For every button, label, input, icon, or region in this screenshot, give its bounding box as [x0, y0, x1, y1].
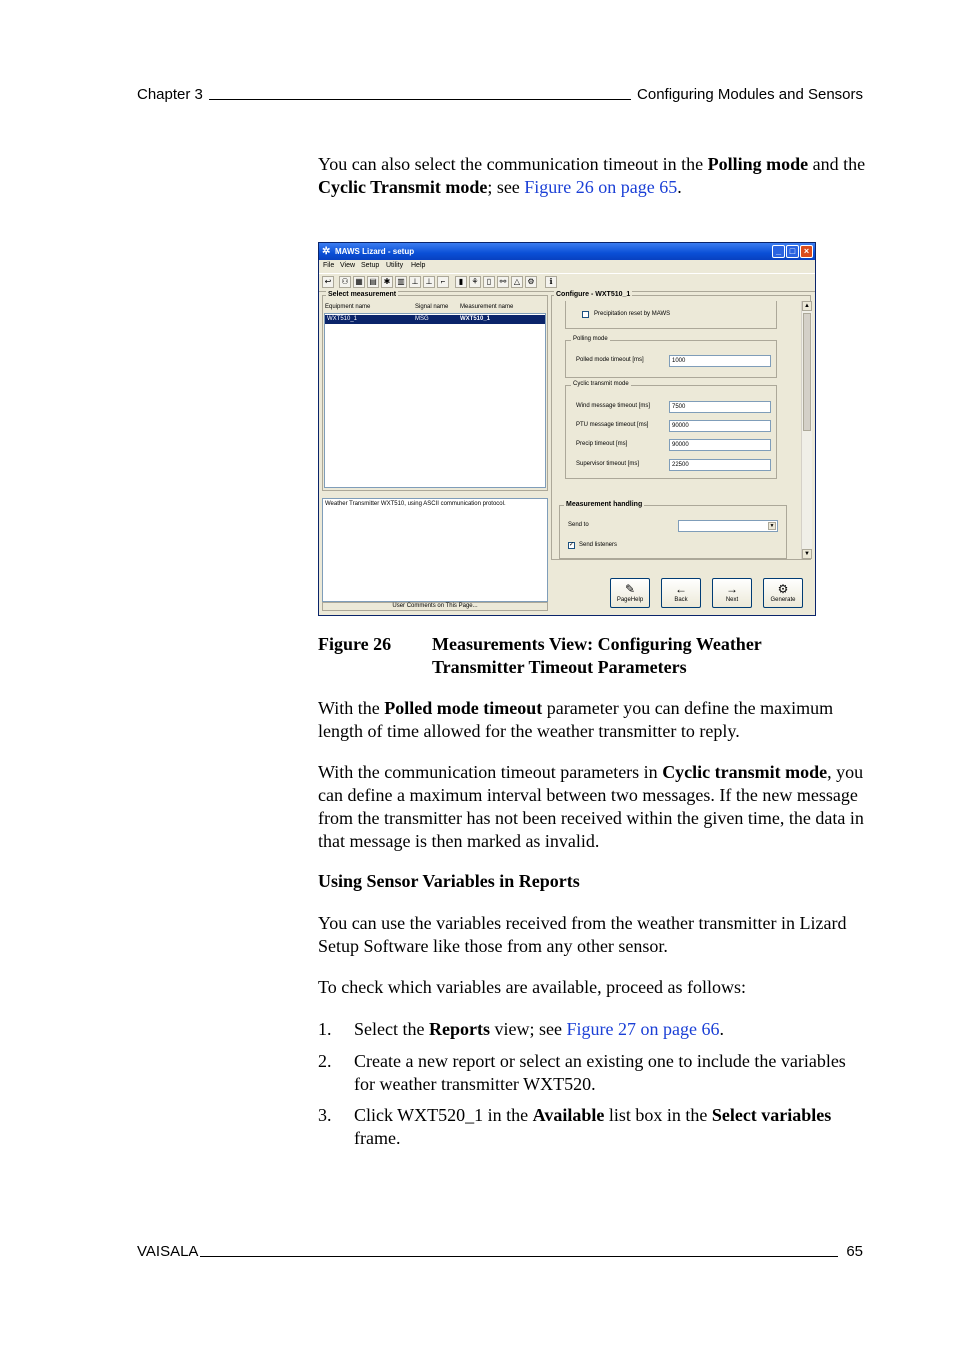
scroll-thumb[interactable]: [803, 313, 811, 431]
ptu-timeout-label: PTU message timeout [ms]: [576, 422, 649, 428]
footer-rule: [200, 1256, 838, 1257]
text: .: [677, 177, 682, 197]
user-comments-button[interactable]: User Comments on This Page...: [322, 602, 548, 611]
scroll-up-icon[interactable]: ▲: [802, 301, 812, 311]
page-footer: [137, 1243, 863, 1260]
wind-timeout-label: Wind message timeout [ms]: [576, 403, 651, 409]
button-label: Next: [725, 597, 739, 603]
cell-measurement: WXT510_1: [460, 316, 491, 322]
polled-timeout-label: Polled mode timeout [ms]: [576, 357, 644, 363]
text: With the: [318, 698, 385, 718]
supervisor-timeout-input[interactable]: 22500: [669, 459, 771, 471]
sensor-icon[interactable]: ✱: [381, 276, 393, 288]
measurement-list[interactable]: [324, 313, 546, 488]
report-icon[interactable]: ▮: [455, 276, 467, 288]
button-label: Generate: [770, 597, 796, 603]
measurement-icon[interactable]: ⊥: [409, 276, 421, 288]
column-header-measurement[interactable]: Measurement name: [460, 304, 514, 310]
calculation-icon[interactable]: ⊥: [423, 276, 435, 288]
step-text: Create a new report or select an existing one to include the variables for weather transmitter WXT520.: [354, 1051, 846, 1094]
text: view; see: [489, 1019, 567, 1039]
figure-link[interactable]: Figure 27 on page 66: [566, 1019, 720, 1039]
next-button[interactable]: [712, 578, 752, 608]
text: With the communication timeout parameters in: [318, 762, 663, 782]
back-button[interactable]: [661, 578, 701, 608]
cell-equipment: WXT510_1: [327, 316, 358, 322]
menu-utility[interactable]: Utility: [386, 262, 404, 269]
bold-term: Reports: [428, 1019, 490, 1039]
menu-bar: [319, 261, 815, 272]
device-icon[interactable]: ▤: [367, 276, 379, 288]
step-number: 1.: [318, 1019, 332, 1039]
column-header-signal[interactable]: Signal name: [415, 304, 449, 310]
toolbar: [319, 273, 815, 292]
minimize-icon[interactable]: _: [772, 245, 785, 258]
scroll-down-icon[interactable]: ▼: [802, 549, 812, 559]
figure-number: Figure 26: [318, 634, 392, 654]
bold-term: Cyclic Transmit mode: [318, 177, 488, 197]
intro-paragraph: [318, 153, 866, 199]
description-text: Weather Transmitter WXT510, using ASCII communication protocol.: [325, 501, 506, 507]
text: Click WXT520_1 in the: [354, 1105, 533, 1125]
precip-reset-checkbox[interactable]: [582, 311, 589, 318]
polled-timeout-paragraph: [318, 697, 866, 743]
section-subheading: Using Sensor Variables in Reports: [318, 871, 580, 891]
bold-term: Polling mode: [707, 154, 809, 174]
link-icon[interactable]: ⚯: [497, 276, 509, 288]
page-header: [137, 86, 863, 103]
send-to-label: Send to: [568, 522, 589, 528]
precip-timeout-input[interactable]: 90000: [669, 439, 771, 451]
window-title: MAWS Lizard - setup: [335, 247, 415, 256]
bold-term: Select variables: [711, 1105, 832, 1125]
menu-help[interactable]: Help: [411, 262, 426, 269]
cyclic-transmit-title: Cyclic transmit mode: [573, 381, 629, 387]
generate-icon[interactable]: ⚙: [525, 276, 537, 288]
arrow-left-icon: ←: [675, 582, 687, 596]
pagehelp-button[interactable]: [610, 578, 650, 608]
menu-file[interactable]: File: [323, 262, 335, 269]
step-text: [354, 1018, 866, 1041]
generate-button[interactable]: [763, 578, 803, 608]
text: .: [719, 1019, 724, 1039]
chevron-down-icon[interactable]: ▼: [769, 523, 775, 529]
step-text: [354, 1104, 866, 1150]
cyclic-timeout-paragraph: [318, 761, 866, 853]
description-box[interactable]: [322, 498, 548, 602]
configure-scrollbar[interactable]: [801, 301, 812, 559]
app-window-screenshot: [318, 242, 816, 616]
polled-timeout-input[interactable]: 1000: [669, 355, 771, 367]
step-number: 3.: [318, 1105, 332, 1125]
measurement-handling-frame: [559, 505, 787, 559]
ptu-timeout-input[interactable]: 90000: [669, 420, 771, 432]
alarm-icon[interactable]: △: [511, 276, 523, 288]
header-section: Configuring Modules and Sensors: [637, 86, 863, 103]
polling-mode-title: Polling mode: [573, 336, 608, 342]
close-icon[interactable]: ×: [800, 245, 813, 258]
select-measurement-title: Select measurement: [328, 291, 397, 298]
gears-icon: ⚙: [777, 582, 789, 596]
send-listeners-checkbox[interactable]: ✓: [569, 542, 575, 548]
menu-view[interactable]: View: [340, 262, 356, 269]
text: list box in the: [604, 1105, 712, 1125]
bold-term: Cyclic transmit mode: [662, 762, 828, 782]
info-icon[interactable]: ℹ: [545, 276, 557, 288]
precip-timeout-label: Precip timeout [ms]: [576, 441, 628, 447]
bold-term: Polled mode timeout: [384, 698, 543, 718]
cell-signal: MSG: [415, 316, 429, 322]
text: You can also select the communication timeout in the: [318, 154, 708, 174]
footer-company: VAISALA: [137, 1243, 199, 1260]
text: , you can define a maximum interval between two messages. If the new message from the transmitter has not been received within the given time, the data in that message is then marked as invalid.: [318, 762, 864, 851]
title-bar: [319, 243, 815, 260]
undo-icon[interactable]: ↩: [322, 276, 334, 288]
button-label: Back: [674, 597, 688, 603]
text: ; see: [487, 177, 525, 197]
text: parameter you can define the maximum length of time allowed for the weather transmitter to reply.: [318, 698, 834, 741]
precip-reset-label: Precipitation reset by MAWS: [594, 311, 671, 317]
configure-title: Configure - WXT510_1: [556, 291, 631, 298]
step-number: 2.: [318, 1051, 332, 1071]
text: Select the: [354, 1019, 429, 1039]
maximize-icon[interactable]: □: [786, 245, 799, 258]
module-icon[interactable]: ▦: [353, 276, 365, 288]
check-variables-paragraph: To check which variables are available, proceed as follows:: [318, 977, 747, 997]
wind-timeout-input[interactable]: 7500: [669, 401, 771, 413]
text: frame.: [354, 1128, 401, 1148]
help-icon: ✎: [624, 582, 636, 596]
page-number: 65: [846, 1243, 863, 1260]
measurement-handling-title: Measurement handling: [566, 501, 643, 508]
menu-setup[interactable]: Setup: [361, 262, 380, 269]
page-icon[interactable]: ▯: [483, 276, 495, 288]
logger-icon[interactable]: ▥: [395, 276, 407, 288]
header-chapter: Chapter 3: [137, 86, 203, 103]
figure-caption-text: Measurements View: Configuring Weather Transmitter Timeout Parameters: [432, 634, 762, 677]
list-item[interactable]: [325, 315, 545, 324]
figure-link[interactable]: Figure 26 on page 65: [524, 177, 678, 197]
supervisor-timeout-label: Supervisor timeout [ms]: [576, 461, 640, 467]
logging-icon[interactable]: ⚘: [469, 276, 481, 288]
sensor-variables-paragraph: You can use the variables received from the weather transmitter in Lizard Setup Software like those from any other sensor.: [318, 913, 847, 956]
column-header-equipment[interactable]: Equipment name: [325, 304, 371, 310]
send-to-dropdown[interactable]: [678, 520, 778, 532]
send-listeners-label: Send listeners: [579, 542, 618, 548]
bold-term: Available: [532, 1105, 605, 1125]
network-icon[interactable]: ⚇: [339, 276, 351, 288]
graph-icon[interactable]: ⌐: [437, 276, 449, 288]
button-label: PageHelp: [616, 597, 644, 603]
arrow-right-icon: →: [726, 582, 738, 596]
header-rule: [209, 99, 631, 100]
text: and the: [808, 154, 866, 174]
app-icon: ✲: [322, 246, 331, 257]
